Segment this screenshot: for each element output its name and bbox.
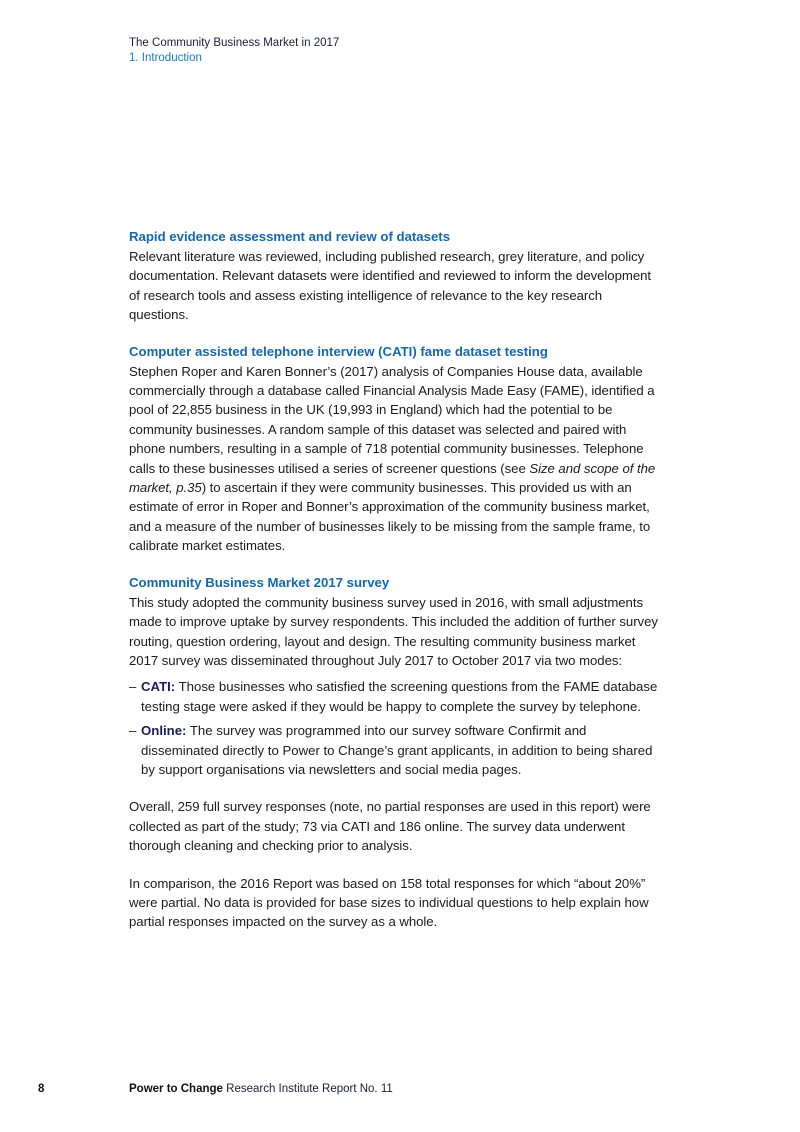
section-survey — [129, 574, 659, 932]
section-label: 1. Introduction — [129, 52, 202, 64]
report-name: Research Institute Report No. 11 — [222, 1083, 393, 1095]
section-body: This study adopted the community business survey used in 2016, with small adjustments made to improve uptake by survey respondents. This included the addition of further survey routing, question ordering, layout and design. The resulting community business market 2017 survey was disseminated throughout July 2017 to October 2017 via two modes: — [129, 594, 658, 668]
comparison-paragraph: In comparison, the 2016 Report was based on 158 total responses for which “about 20%” were partial. No data is provided for base sizes to individual questions to help explain how partial responses impacted on the survey as a whole. — [129, 875, 649, 930]
mode-text: The survey was programmed into our survey software Confirmit and disseminated directly to Power to Change’s grant applicants, in addition to being shared by support organisations via newsletters and social media pages. — [141, 723, 653, 777]
page-number: 8 — [38, 1083, 45, 1095]
page-content — [129, 228, 659, 932]
running-header — [129, 36, 339, 66]
body-text: ) to ascertain if they were community businesses. This provided us with an estimate of error in Roper and Bonner’s approximation of the community business market, and a measure of the number of businesses likely to be missing from the sample frame, to calibrate market estimates. — [129, 480, 651, 554]
survey-modes-list — [129, 677, 659, 779]
body-text: Stephen Roper and Karen Bonner’s (2017) analysis of Companies House data, available commercially through a database called Financial Analysis Made Easy (FAME), identified a pool of 22,855 business in the UK (19,993 in England) which had the potential to be community businesses. A random sample of this dataset was selected and paired with phone numbers, resulting in a sample of 718 potential community businesses. Telephone calls to these businesses utilised a series of screener questions (see — [129, 363, 655, 476]
mode-text: Those businesses who satisfied the screening questions from the FAME database testing stage were asked if they would be happy to complete the survey by telephone. — [141, 679, 658, 714]
section-heading: Community Business Market 2017 survey — [129, 574, 390, 590]
list-item-cati — [129, 677, 659, 716]
mode-label: Online: — [141, 723, 187, 739]
list-item-online — [129, 721, 659, 779]
mode-label: CATI: — [141, 679, 176, 695]
dash-bullet: – — [129, 723, 137, 739]
report-citation — [129, 1082, 393, 1097]
responses-paragraph: Overall, 259 full survey responses (note, no partial responses are used in this report) were collected as part of the study; 73 via CATI and 186 online. The survey data underwent thorough cleaning and checking prior to analysis. — [129, 799, 651, 854]
document-title: The Community Business Market in 2017 — [129, 37, 340, 49]
section-rapid-evidence — [129, 228, 659, 325]
cross-reference: Size and scope of the market, p.35 — [129, 460, 656, 496]
section-heading: Computer assisted telephone interview (CATI) fame dataset testing — [129, 343, 548, 359]
dash-bullet: – — [129, 679, 137, 695]
section-body: Relevant literature was reviewed, including published research, grey literature, and policy documentation. Relevant datasets were identified and reviewed to inform the development of research tools and assess existing intelligence of relevance to the key research questions. — [129, 249, 651, 323]
section-cati-testing — [129, 343, 659, 556]
brand-name: Power to Change — [129, 1083, 223, 1095]
section-heading: Rapid evidence assessment and review of datasets — [129, 229, 451, 244]
section-body — [129, 362, 659, 556]
